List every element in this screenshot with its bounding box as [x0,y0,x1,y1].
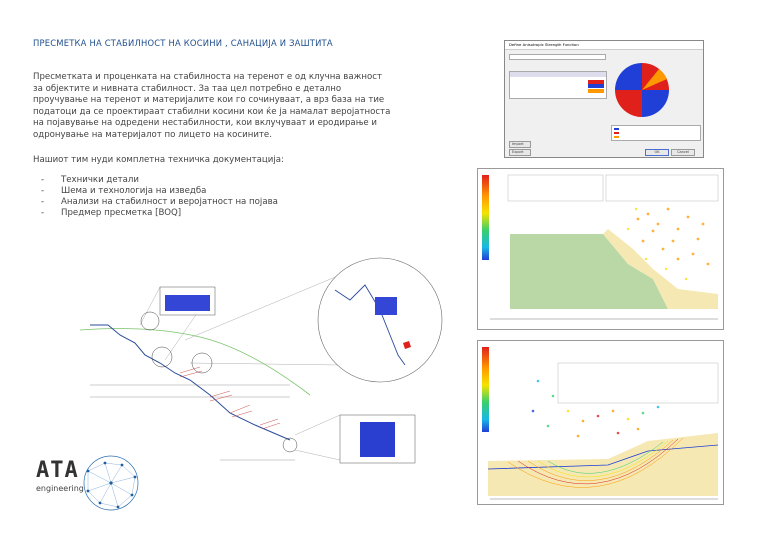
cancel-button[interactable]: Cancel [671,149,695,156]
stability-plot-2 [478,341,723,504]
dialog-title: Define Anisotropic Strength Function [505,41,703,50]
pie-legend [611,125,701,141]
list-item: - Технички детали [33,175,278,186]
angle-table [509,71,607,99]
page-title: ПРЕСМЕТКА НА СТАБИЛНОСТ НА КОСИНИ , САНАЦИЈА И ЗАШТИТА [33,38,333,48]
import-button[interactable]: Import [509,141,531,148]
team-sentence: Нашиот тим нуди комплетна техничка документација: [33,155,284,165]
ok-button[interactable]: OK [645,149,669,156]
strength-pie-chart [613,61,671,119]
globe-network-icon [80,453,142,513]
anisotropic-strength-dialog [504,40,704,158]
stability-analysis-panel-2 [477,340,724,505]
export-button[interactable]: Export [509,149,531,156]
intro-paragraph: Пресметката и проценката на стабилноста на теренот е од клучна важност за објектите и нивната стабилност. За таа цел потребно е детално проучување на теренот и материјалите кои го сочинуваат, а врз база на тие податоци да се проектираат стабилни косини кои ќе ја намалат веројатноста на појавување на одредени нестабилности, кои вклучуваат и еродирање и одронување на материјалот по лицето на косините. [33,72,391,140]
logo-name: ATA [36,458,79,483]
logo-subtitle: engineering [36,484,84,493]
stability-analysis-panel-1 [477,168,724,330]
list-item: - Шема и технологија на изведба [33,186,278,197]
deliverables-list [33,175,278,219]
list-item: - Предмер пресметка [BOQ] [33,208,278,219]
list-item: - Анализи на стабилност и веројатност на појава [33,197,278,208]
stability-plot-1 [478,169,723,329]
function-name-field[interactable] [509,54,606,60]
logo [36,460,84,493]
slope-cross-section-drawing [80,255,450,470]
